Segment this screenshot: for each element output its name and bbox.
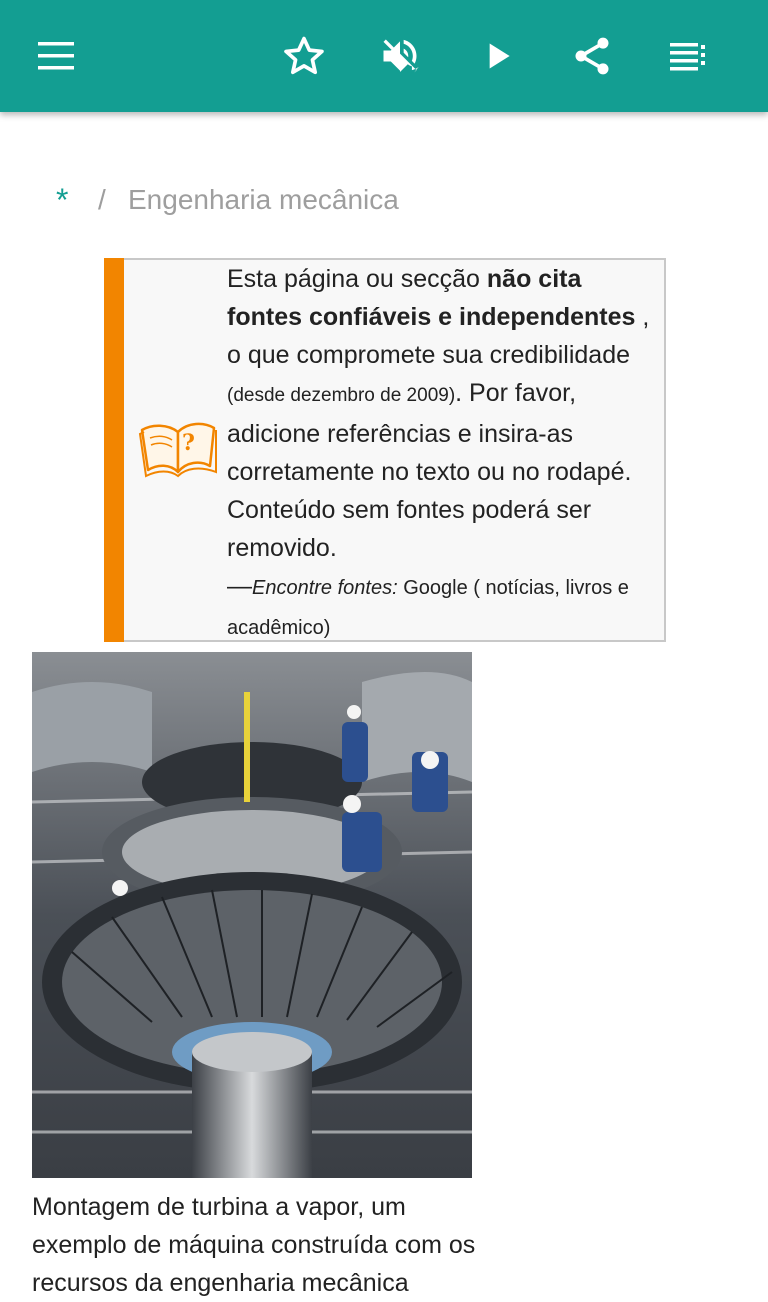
- notice-bold-text: não cita fontes confiáveis e independentes: [227, 265, 636, 331]
- share-button[interactable]: [560, 24, 624, 88]
- notice-text-part: . Por favor, adicione referências e insira-as corretamente no texto ou no rodapé. Conteúdo sem fontes poderá ser removido.: [227, 379, 632, 562]
- notice-date: (desde dezembro de 2009): [227, 385, 456, 406]
- breadcrumb-current: Engenharia mecânica: [128, 184, 399, 215]
- play-button[interactable]: [466, 24, 530, 88]
- find-sources-label: Encontre fontes:: [252, 577, 398, 599]
- book-question-icon: [138, 418, 218, 480]
- breadcrumb-separator: /: [98, 184, 106, 215]
- turbine-illustration: [32, 652, 472, 1178]
- svg-text:?: ?: [182, 430, 195, 456]
- contents-button[interactable]: [656, 24, 720, 88]
- steam-turbine-photo[interactable]: [32, 652, 472, 1178]
- favorite-button[interactable]: [272, 24, 336, 88]
- notice-text-part: , o que compromete sua credibilidade: [227, 303, 650, 369]
- figure-caption: Montagem de turbina a vapor, um exemplo de máquina construída com os recursos da engenharia mecânica: [32, 1193, 476, 1297]
- breadcrumb: [56, 178, 399, 222]
- find-sources-line: [227, 572, 629, 639]
- app-toolbar: [0, 0, 768, 112]
- share-icon: [570, 34, 614, 78]
- notice-accent-bar: [104, 258, 124, 642]
- breadcrumb-root-link[interactable]: *: [56, 181, 69, 218]
- play-icon: [478, 36, 518, 76]
- volume-off-icon: [378, 34, 422, 78]
- notice-text-part: Esta página ou secção: [227, 265, 487, 293]
- unsourced-notice-box: [104, 258, 666, 642]
- hamburger-menu-icon: [36, 36, 76, 76]
- notice-text: [227, 260, 657, 647]
- dash: —: [227, 572, 252, 600]
- find-sources-links[interactable]: Google ( notícias, livros e acadêmico): [227, 577, 629, 639]
- menu-button[interactable]: [24, 24, 88, 88]
- table-of-contents-icon: [668, 36, 708, 76]
- mute-button[interactable]: [368, 24, 432, 88]
- star-outline-icon: [282, 34, 326, 78]
